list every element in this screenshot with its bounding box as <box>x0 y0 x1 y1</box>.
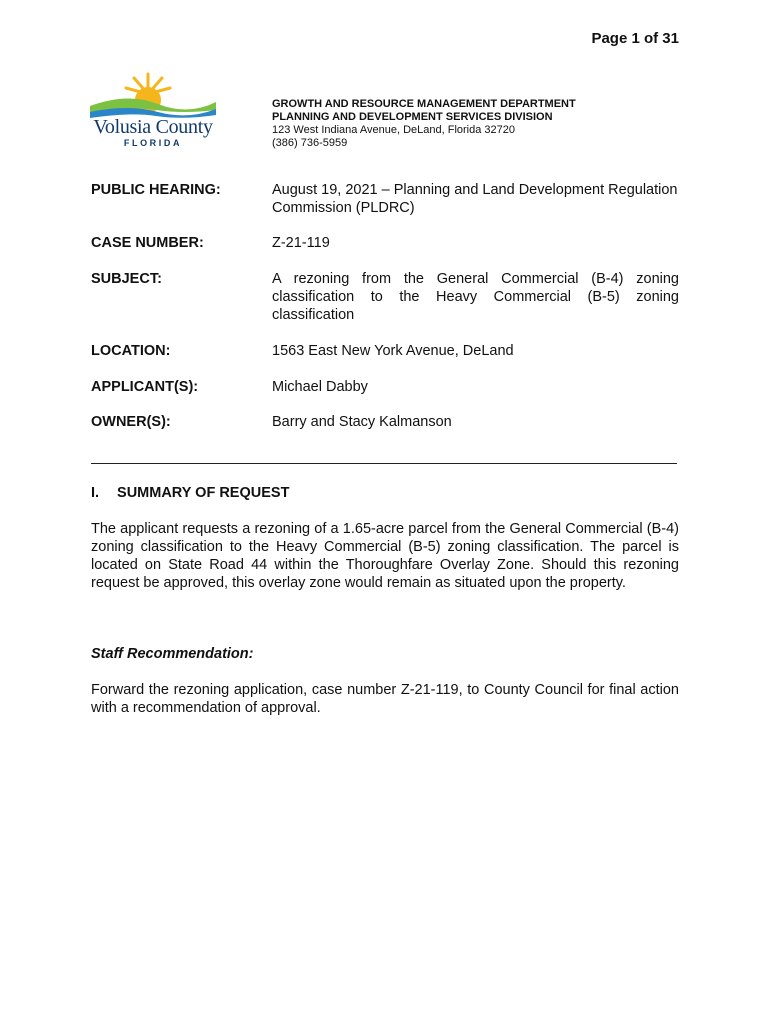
summary-section-number: I. <box>91 485 100 501</box>
logo-state: FLORIDA <box>123 138 183 148</box>
subject-label: SUBJECT: <box>91 271 162 287</box>
owners-value: Barry and Stacy Kalmanson <box>272 414 452 430</box>
location-label: LOCATION: <box>91 343 171 359</box>
public-hearing-label: PUBLIC HEARING: <box>91 182 221 198</box>
department-phone: (386) 736-5959 <box>272 137 348 149</box>
case-number-value: Z-21-119 <box>272 235 330 251</box>
location-value: 1563 East New York Avenue, DeLand <box>272 343 514 359</box>
case-number-label: CASE NUMBER: <box>91 235 204 251</box>
page-number: Page 1 of 31 <box>591 30 679 47</box>
staff-recommendation-paragraph: Forward the rezoning application, case number Z-21-119, to County Council for final action with a recommendation of approval. <box>91 682 679 716</box>
applicants-value: Michael Dabby <box>272 379 368 395</box>
subject-row <box>91 270 679 324</box>
sun-wave-icon <box>88 72 218 122</box>
public-hearing-row <box>91 181 679 217</box>
subject-value: A rezoning from the General Commercial (B-4) zoning classification to the Heavy Commercial (B-5) zoning classification <box>272 271 679 323</box>
volusia-county-logo <box>88 72 218 150</box>
summary-heading <box>91 485 289 501</box>
department-name: GROWTH AND RESOURCE MANAGEMENT DEPARTMENT <box>272 98 576 110</box>
summary-paragraph: The applicant requests a rezoning of a 1.65-acre parcel from the General Commercial (B-4) zoning classification to the Heavy Commercial (B-5) zoning classification. The parcel is located on State Road 44 within the Thoroughfare Overlay Zone. Should this rezoning request be approved, this overlay zone would remain as situated upon the property. <box>91 521 679 591</box>
owners-row <box>91 413 679 431</box>
summary-section-title: SUMMARY OF REQUEST <box>117 485 290 501</box>
department-address: 123 West Indiana Avenue, DeLand, Florida 32720 <box>272 124 515 136</box>
staff-recommendation-heading: Staff Recommendation: <box>91 646 254 662</box>
applicants-row <box>91 378 679 396</box>
applicants-label: APPLICANT(S): <box>91 379 199 395</box>
public-hearing-value: August 19, 2021 – Planning and Land Development Regulation Commission (PLDRC) <box>272 182 678 216</box>
division-name: PLANNING AND DEVELOPMENT SERVICES DIVISION <box>272 111 553 123</box>
department-header <box>272 98 576 150</box>
owners-label: OWNER(S): <box>91 414 171 430</box>
logo-name: Volusia County <box>93 116 213 138</box>
location-row <box>91 342 679 360</box>
case-number-row <box>91 234 679 252</box>
section-divider <box>91 463 677 464</box>
